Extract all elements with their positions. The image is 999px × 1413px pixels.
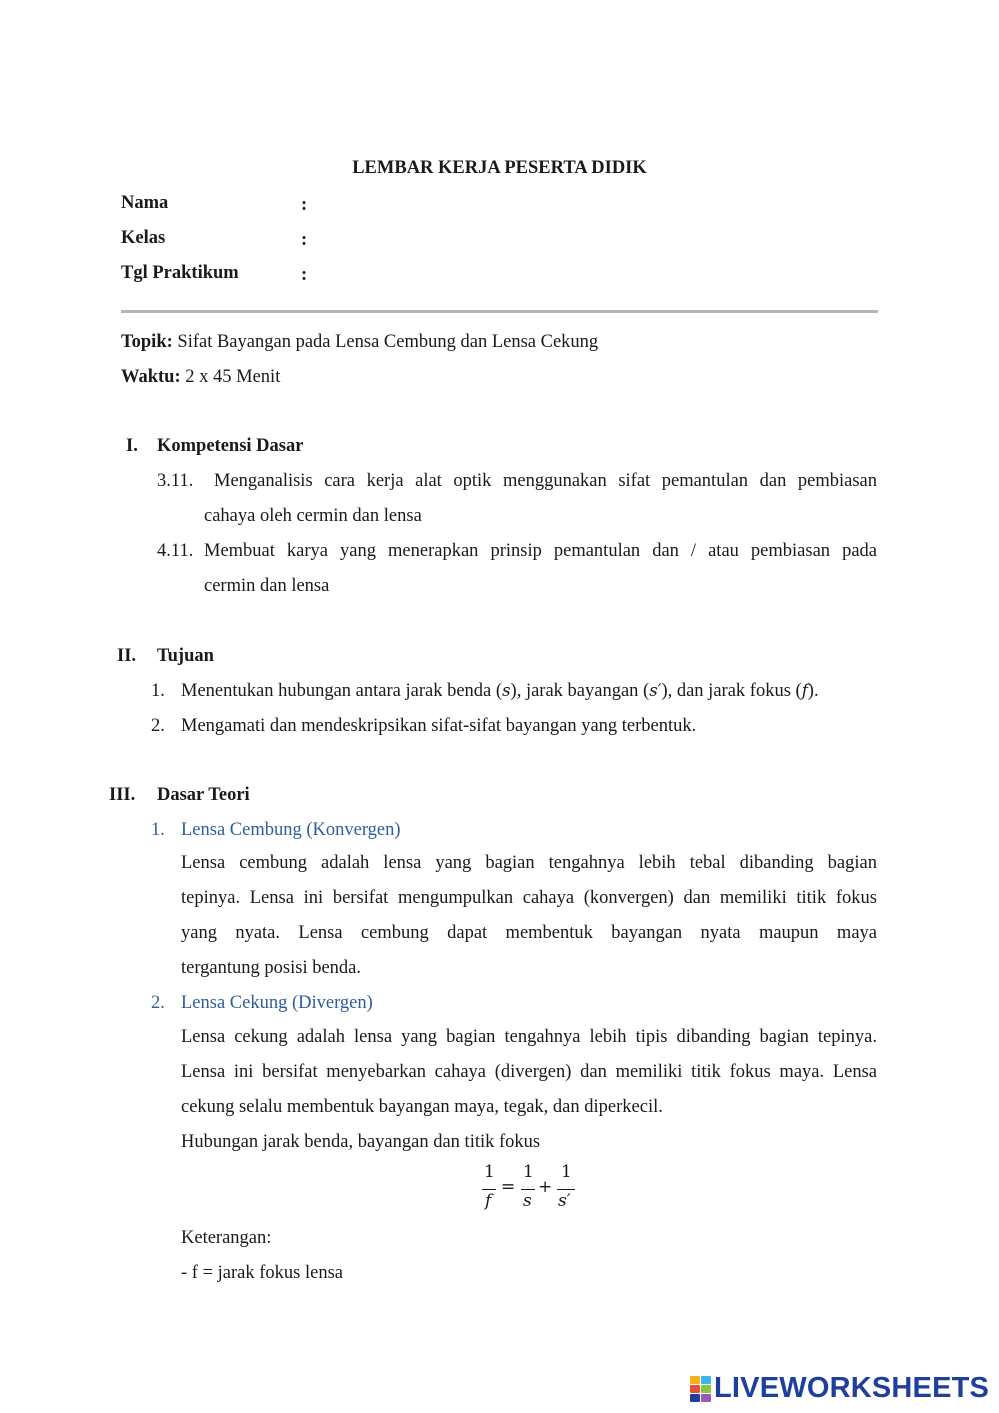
symbol-f: f — [801, 681, 808, 700]
liveworksheets-logo-icon — [690, 1374, 712, 1402]
formula-numerator: 1 — [523, 1162, 534, 1182]
text-part: ). — [807, 681, 819, 701]
subheading-number: 2. — [151, 993, 165, 1013]
tujuan-item-text — [181, 679, 819, 703]
paragraph-line: Lensa cekung adalah lensa yang bagian tengahnya lebih tipis dibanding bagian tepinya. — [181, 1027, 877, 1047]
notes-label: Keterangan: — [181, 1228, 272, 1248]
kd-item-text: Membuat karya yang menerapkan prinsip pemantulan dan / atau pembiasan pada — [204, 541, 877, 561]
section-heading-tujuan: Tujuan — [157, 646, 214, 666]
paragraph-line: tergantung posisi benda. — [181, 958, 362, 978]
formula-denominator: s′ — [558, 1191, 571, 1211]
subheading-lensa-cekung: Lensa Cekung (Divergen) — [181, 993, 373, 1013]
section-number: II. — [117, 646, 137, 666]
paragraph-lensa-cekung — [181, 1020, 877, 1160]
field-label-kelas: Kelas — [121, 228, 166, 248]
tujuan-item-text: Mengamati dan mendeskripsikan sifat-sifat bayangan yang terbentuk. — [181, 716, 697, 736]
tujuan-item-number: 1. — [151, 681, 165, 701]
field-sep-nama: : — [301, 195, 308, 215]
field-sep-kelas: : — [301, 230, 308, 250]
field-label-nama: Nama — [121, 193, 169, 213]
paragraph-line: yang nyata. Lensa cembung dapat membentuk bayangan nyata maupun maya — [181, 923, 877, 943]
subheading-number: 1. — [151, 820, 165, 840]
symbol-s: s — [502, 681, 511, 700]
kd-item-number: 3.11. — [157, 471, 194, 491]
paragraph-line: tepinya. Lensa ini bersifat mengumpulkan cahaya (konvergen) dan memiliki titik fokus — [181, 888, 877, 908]
formula-denominator: f — [485, 1191, 492, 1211]
kd-item-text: cermin dan lensa — [204, 576, 330, 596]
text-part: ), jarak bayangan ( — [510, 681, 650, 701]
time-value: 2 x 45 Menit — [180, 367, 281, 387]
subheading-lensa-cembung: Lensa Cembung (Konvergen) — [181, 820, 401, 840]
liveworksheets-logo[interactable] — [690, 1372, 989, 1404]
lens-formula — [470, 1162, 590, 1218]
topic-line — [121, 330, 598, 354]
symbol-s-prime: s′ — [649, 681, 662, 700]
page-title: LEMBAR KERJA PESERTA DIDIK — [352, 158, 647, 178]
field-label-tgl-praktikum: Tgl Praktikum — [121, 263, 239, 283]
paragraph-line: Lensa cembung adalah lensa yang bagian tengahnya lebih tebal dibanding bagian — [181, 853, 877, 873]
section-heading-kompetensi: Kompetensi Dasar — [157, 436, 304, 456]
note-item: - f = jarak fokus lensa — [181, 1263, 343, 1283]
paragraph-line: cekung selalu membentuk bayangan maya, tegak, dan diperkecil. — [181, 1097, 663, 1117]
kd-item-text: cahaya oleh cermin dan lensa — [204, 506, 422, 526]
formula-equals: = — [501, 1177, 516, 1197]
paragraph-line: Hubungan jarak benda, bayangan dan titik fokus — [181, 1132, 541, 1152]
section-number: III. — [109, 785, 136, 805]
section-heading-dasar-teori: Dasar Teori — [157, 785, 250, 805]
time-line — [121, 365, 280, 389]
divider — [121, 310, 878, 313]
paragraph-lensa-cembung — [181, 846, 877, 986]
formula-plus: + — [538, 1177, 553, 1197]
paragraph-line: Lensa ini bersifat menyebarkan cahaya (divergen) dan memiliki titik fokus maya. Lensa — [181, 1062, 877, 1082]
formula-numerator: 1 — [561, 1162, 572, 1182]
time-label: Waktu: — [121, 367, 181, 387]
kd-item-number: 4.11. — [157, 541, 194, 561]
field-sep-tgl-praktikum: : — [301, 265, 308, 285]
formula-denominator: s — [523, 1191, 532, 1211]
topic-value: Sifat Bayangan pada Lensa Cembung dan Lensa Cekung — [172, 332, 599, 352]
kd-item-text: Menganalisis cara kerja alat optik menggunakan sifat pemantulan dan pembiasan — [214, 471, 877, 491]
text-part: ), dan jarak fokus ( — [661, 681, 802, 701]
tujuan-item-number: 2. — [151, 716, 165, 736]
section-number: I. — [126, 436, 138, 456]
topic-label: Topik: — [121, 332, 173, 352]
text-part: Menentukan hubungan antara jarak benda ( — [181, 681, 503, 701]
logo-text: LIVEWORKSHEETS — [714, 1371, 990, 1404]
formula-numerator: 1 — [484, 1162, 495, 1182]
